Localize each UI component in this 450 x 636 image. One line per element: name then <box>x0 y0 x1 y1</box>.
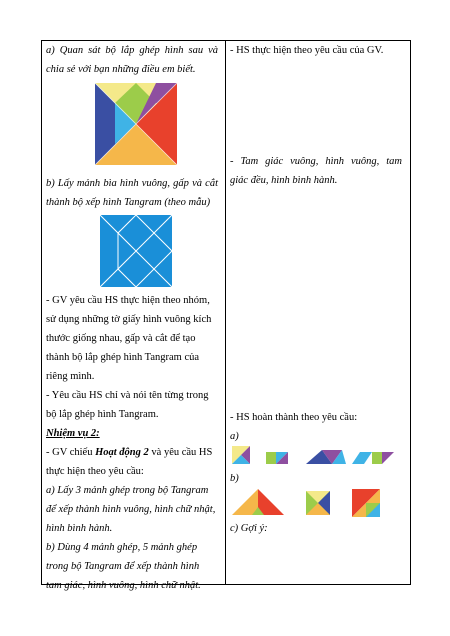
answer-c-label: c) Gợi ý: <box>230 523 268 534</box>
question-b-line3: tam giác, hình vuông, hình chữ nhật. <box>46 580 201 591</box>
response-line3: giác đều, hình bình hành. <box>230 175 338 186</box>
activity-a-line1: a) Quan sát bộ lắp ghép hình sau và <box>46 45 218 56</box>
answer-a-label: a) <box>230 431 239 442</box>
instruction-line4: thành bộ lắp ghép hình Tangram của <box>46 352 200 363</box>
shape-a3-parallelogram <box>306 450 346 464</box>
shape-a2-rectangle <box>266 452 288 464</box>
question-a-line2: để xếp thành hình vuông, hình chữ nhật, <box>46 504 216 515</box>
activity-b-line1: b) Lấy mảnh bìa hình vuông, gấp và cắt <box>46 178 218 189</box>
question-b-line1: b) Dùng 4 mảnh ghép, 5 mảnh ghép <box>46 542 198 553</box>
gv-prefix: - GV chiếu <box>46 447 96 458</box>
response-line4: - HS hoàn thành theo yêu cầu: <box>230 412 358 423</box>
shape-a1-square <box>232 446 250 464</box>
right-column <box>230 41 408 584</box>
question-a-line3: hình bình hành. <box>46 523 113 534</box>
answer-b-shapes <box>232 487 408 517</box>
response-line1: - HS thực hiện theo yêu cầu của GV. <box>230 45 384 56</box>
activity-b-line2: thành bộ xếp hình Tangram (theo mẫu) <box>46 197 211 208</box>
answer-b-label: b) <box>230 473 239 484</box>
activity-2-label: Hoạt động 2 <box>95 447 149 458</box>
response-line2: - Tam giác vuông, hình vuông, tam <box>230 156 402 167</box>
instruction-line2: sử dụng những tờ giấy hình vuông kích <box>46 314 212 325</box>
left-column <box>46 41 222 591</box>
tangram-colored-figure <box>95 83 177 165</box>
instruction-line7: bộ lắp ghép hình Tangram. <box>46 409 159 420</box>
instruction-line9: thực hiện theo yêu cầu: <box>46 466 144 477</box>
instruction-line1: - GV yêu cầu HS thực hiện theo nhóm, <box>46 295 210 306</box>
tangram-blue-figure <box>100 215 172 287</box>
shape-b3-square <box>352 489 380 517</box>
instruction-line5: riêng mình. <box>46 371 95 382</box>
instruction-line3: thước giống nhau, gấp và cắt để tạo <box>46 333 196 344</box>
instruction-line6: - Yêu cầu HS chỉ và nói tên từng trong <box>46 390 209 401</box>
gv-suffix: và yêu cầu HS <box>148 447 213 458</box>
question-a-line1: a) Lấy 3 mảnh ghép trong bộ Tangram <box>46 485 209 496</box>
task-heading: Nhiệm vụ 2: <box>46 428 100 439</box>
column-divider <box>225 41 226 584</box>
activity-a-line2: chia sẻ với bạn những điều em biết. <box>46 64 196 75</box>
content-table <box>41 40 411 591</box>
shape-b1-triangle <box>232 489 284 515</box>
shape-a4-parallelogram <box>352 452 394 464</box>
gv-activity-line <box>46 443 212 462</box>
question-b-line2: trong bộ Tangram để xếp thành hình <box>46 561 200 572</box>
answer-a-shapes <box>232 446 408 468</box>
shape-b2-square <box>306 491 330 515</box>
